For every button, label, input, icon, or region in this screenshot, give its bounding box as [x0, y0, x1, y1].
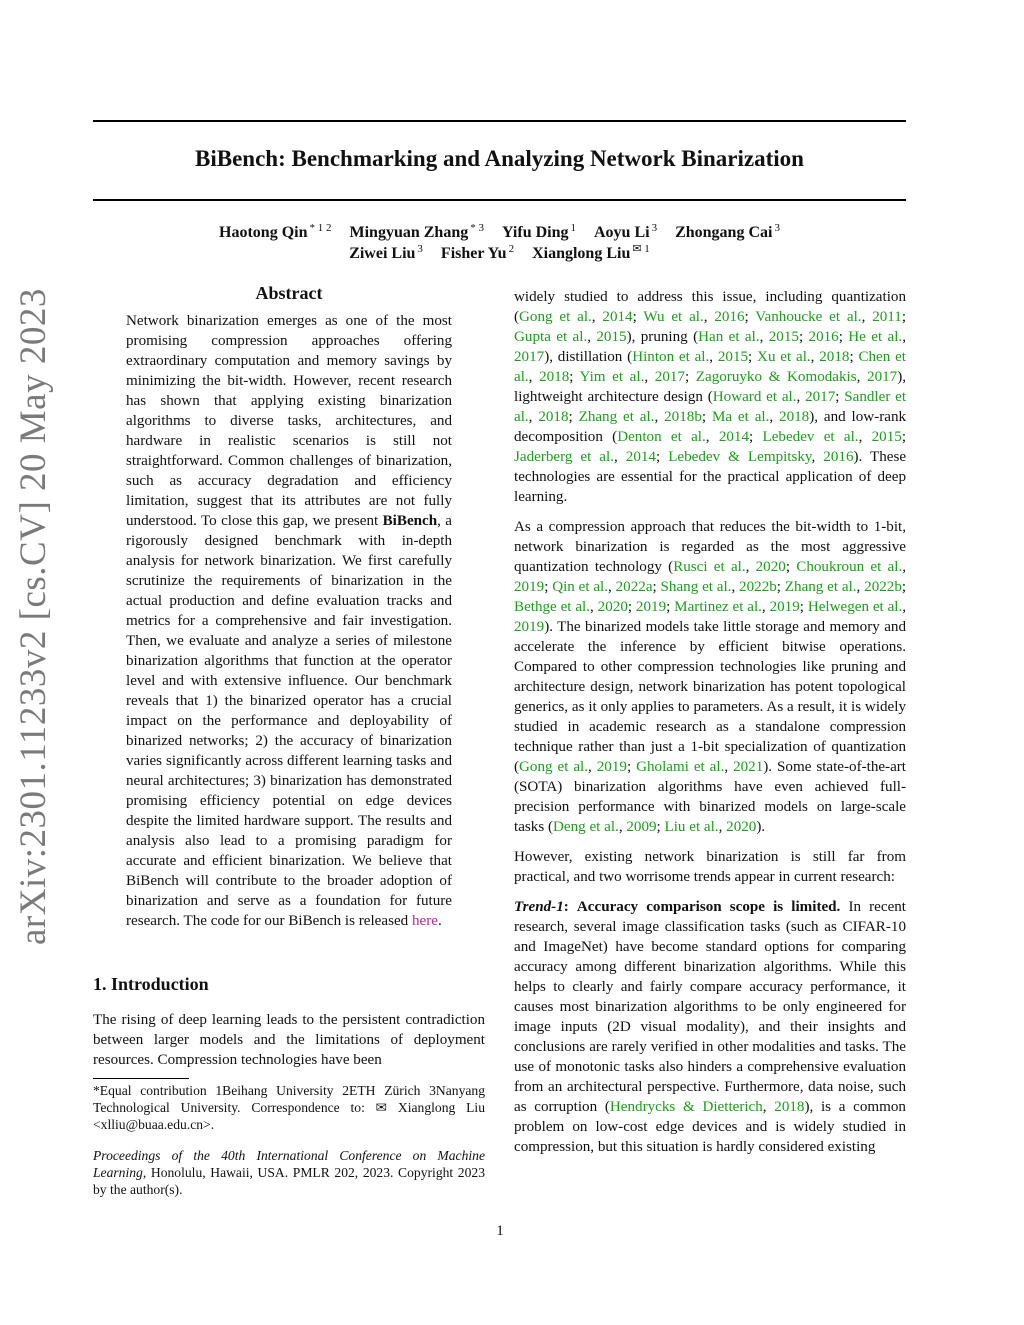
author: Zhongang Cai $^3$ [675, 222, 780, 242]
text-run: widely studied to address this issue, including quantization ( [514, 289, 906, 325]
citation-link[interactable]: 2022a [615, 579, 653, 595]
citation-link[interactable]: Gholami et al. [636, 759, 725, 775]
citation-link[interactable]: 2015 [596, 329, 627, 345]
citation-link[interactable]: 2017 [805, 389, 836, 405]
citation-link[interactable]: Chen et al. [514, 349, 906, 385]
citation-link[interactable]: 2016 [714, 309, 745, 325]
citation-link[interactable]: Qin et al. [552, 579, 609, 595]
trend-label: Trend-1 [514, 899, 564, 915]
citation-link[interactable]: 2016 [808, 329, 839, 345]
text-run: ; [838, 329, 849, 345]
code-release-link[interactable]: here [411, 913, 438, 929]
citation-link[interactable]: 2015 [717, 349, 749, 365]
text-run: ; [748, 349, 758, 365]
text-run: As a compression approach that reduces the bit-width to 1-bit, network binarization is regarded as the most aggressive quantization technology ( [514, 519, 906, 575]
text-run: ; [785, 559, 797, 575]
citation-link[interactable]: 2009 [626, 819, 657, 835]
text-run: ; [544, 579, 553, 595]
citation-link[interactable]: 2019 [635, 599, 667, 615]
text-run: , [587, 329, 597, 345]
citation-link[interactable]: 2018 [779, 409, 810, 425]
citation-link[interactable]: 2018 [539, 369, 570, 385]
text-run: , [703, 309, 715, 325]
author-list-line-2 [93, 242, 906, 263]
author-list-line-1 [93, 222, 906, 242]
text-run: ), and low-rank decomposition ( [514, 409, 907, 445]
citation-link[interactable]: He et al. [848, 329, 903, 345]
text-run: , [709, 349, 718, 365]
citation-link[interactable]: 2020 [755, 559, 786, 575]
text-run: ; [666, 599, 675, 615]
citation-link[interactable]: 2019 [514, 579, 545, 595]
text-run: , [618, 819, 627, 835]
paper-title: BiBench: Benchmarking and Analyzing Network Binarization [195, 146, 804, 171]
text-run: , [528, 369, 540, 385]
text-run: , [902, 329, 906, 345]
citation-link[interactable]: Denton et al. [617, 429, 706, 445]
citation-link[interactable]: Howard et al. [712, 389, 797, 405]
abstract-paragraph: Network binarization emerges as one of the most promising compression approaches offering extraordinary computation and memory savings by minimizing the bit-width. However, recent research has shown that applying existing binarization algorithms to diverse tasks, architectures, and hardware in realistic scenarios is still not straightforward. Common challenges of binarization, such as accuracy degradation and efficiency limitation, suggest that its attributes are not fully understood. To close this gap, we present BiBench, a rigorously designed benchmark with in-depth analysis for network binarization. We first carefully scrutinize the requirements of binarization in the actual production and define evaluation tracks and metrics for a comprehensive and fair investigation. Then, we evaluate and analyze a series of milestone binarization algorithms that function at the operator level and with extensive influence. Our benchmark reveals that 1) the binarized operator has a crucial impact on the performance and deployability of binarized networks; 2) the accuracy of binarization varies significantly across different learning tasks and neural architectures; 3) binarization has demonstrated promising efficiency potential on edge devices despite the limited hardware support. The results and analysis also lead to a promising paradigm for accurate and efficient binarization. We believe that BiBench will contribute to the broader adoption of binarization and serve as a foundation for future research. The code for our BiBench is released here. [126, 313, 453, 929]
citation-link[interactable]: Jaderberg et al. [514, 449, 614, 465]
text-run: , [731, 579, 740, 595]
text-run: ; [744, 309, 756, 325]
text-run: , [591, 309, 603, 325]
text-run: , [810, 349, 820, 365]
author: Fisher Yu $^2$ [440, 243, 515, 263]
text-run: ). These technologies are essential for the practical application of deep learning. [514, 449, 907, 505]
citation-link[interactable]: 2014 [602, 309, 633, 325]
introduction-paragraph: The rising of deep learning leads to the persistent contradiction between larger models and the limitations of deployment resources. Compression technologies have been [93, 1012, 485, 1068]
right-column [514, 287, 906, 1157]
text-run: ; [776, 579, 785, 595]
citation-link[interactable]: Rusci et al. [673, 559, 746, 575]
text-run: ; [626, 759, 637, 775]
citation-link[interactable]: Hinton et al. [632, 349, 710, 365]
author: Aoyu Li $^3$ [594, 222, 658, 242]
text-run: , [902, 599, 907, 615]
text-run: ; [656, 819, 665, 835]
abstract-heading: Abstract [255, 283, 323, 303]
text-run: , [724, 759, 734, 775]
author: Ziwei Liu $^3$ [349, 243, 423, 263]
text-run: , [858, 429, 872, 445]
citation-link[interactable]: Deng et al. [553, 819, 619, 835]
title-top-rule [93, 120, 906, 122]
citation-link[interactable]: 2018 [538, 409, 569, 425]
citation-link[interactable]: Liu et al. [664, 819, 719, 835]
citation-link[interactable]: 2017 [514, 349, 545, 365]
text-run: In recent research, several image classification tasks (such as CIFAR-10 and ImageNet) have become standard options for comparing accuracy among different binarization algorithms. While this helps to clearly and fairly compare accuracy performance, it causes most binarization algorithms to be only engineered for image inputs (2D visual modality), and their insights and conclusions are rarely verified in other modalities and tasks. The use of monotonic tasks also hinders a comprehensive evaluation from an architectural perspective. Furthermore, data noise, such as corruption ( [514, 899, 907, 1115]
citation-link[interactable]: Vanhoucke et al. [755, 309, 862, 325]
text-run: ; [749, 429, 763, 445]
citation-link[interactable]: 2018b [664, 409, 702, 425]
citation-link[interactable]: 2022b [739, 579, 777, 595]
citation-link[interactable]: 2014 [718, 429, 749, 445]
citation-link[interactable]: Helwegen et al. [807, 599, 903, 615]
text-run: ; [627, 599, 636, 615]
author: Mingyuan Zhang $^{* 3}$ [349, 222, 484, 242]
text-run: ), lightweight architecture design ( [514, 369, 907, 405]
text-run: ; [901, 429, 907, 445]
text-run: , [528, 409, 539, 425]
citation-link[interactable]: Sandler et al. [514, 389, 907, 425]
author: Haotong Qin $^{* 1 2}$ [219, 222, 332, 242]
text-run: , [811, 449, 824, 465]
page-number: 1 [496, 1223, 504, 1239]
citation-link[interactable]: Hendrycks & Dietterich [609, 1099, 763, 1115]
affiliations-footnote: *Equal contribution 1Beihang University 2ETH Zürich 3Nanyang Technological University. Correspondence to: ✉ Xianglong Liu <xlliu@buaa.edu.cn>. [93, 1083, 485, 1132]
text-run: ). The binarized models take little storage and memory and accelerate the inference by efficient bitwise operations. Compared to other compression technologies like pruning and architecture design, network binarization has potent topological generics, as it only applies to parameters. As a result, it is widely studied in academic research as a standalone compression technique rather than just a 1-bit specialization of quantization ( [514, 619, 906, 775]
author: Yifu Ding $^1$ [501, 222, 576, 242]
text-run: ; [849, 349, 859, 365]
citation-link[interactable]: 2020 [726, 819, 757, 835]
text-run: ; [652, 579, 661, 595]
citation-link[interactable]: Ma et al. [711, 409, 770, 425]
citation-link[interactable]: Xu et al. [757, 349, 811, 365]
citation-link[interactable]: Bethge et al. [514, 599, 591, 615]
citation-link[interactable]: 2017 [867, 369, 898, 385]
text-run: ). Some state-of-the-art (SOTA) binarization algorithms have even achieved full-precision performance with binarized models on large-scale tasks ( [514, 759, 907, 835]
citation-link[interactable]: 2015 [871, 429, 902, 445]
text-run: , [590, 599, 598, 615]
citation-link[interactable]: 2018 [774, 1099, 805, 1115]
text-run: , [608, 579, 616, 595]
arxiv-identifier-stamp: arXiv:2301.11233v2 [cs.CV] 20 May 2023 [13, 288, 54, 945]
citation-link[interactable]: 2021 [733, 759, 764, 775]
text-run: ; [684, 369, 696, 385]
abstract-body [126, 311, 452, 931]
text-run: , [745, 559, 756, 575]
right-paragraph-trends-intro: However, existing network binarization is still far from practical, and two worrisome trends appear in current research: [514, 849, 906, 885]
text-run: ; [798, 329, 809, 345]
citation-link[interactable]: Martinez et al. [674, 599, 762, 615]
text-run: , [588, 759, 597, 775]
text-run: , [856, 369, 868, 385]
right-paragraph-related-work [514, 287, 906, 507]
citation-link[interactable]: Han et al. [698, 329, 760, 345]
citation-link[interactable]: Choukroun et al. [796, 559, 903, 575]
bibench-name: BiBench [382, 513, 438, 529]
text-run: , [644, 369, 655, 385]
citation-link[interactable]: 2011 [872, 309, 902, 325]
text-run: , [759, 329, 769, 345]
text-run: ; [569, 369, 580, 385]
text-run: , [769, 409, 780, 425]
text-run: ; [901, 579, 907, 595]
text-run: , [718, 819, 727, 835]
text-run: ; [655, 449, 669, 465]
citation-link[interactable]: Zagoruyko & Komodakis [695, 369, 857, 385]
text-run: , [861, 309, 873, 325]
citation-link[interactable]: 2022b [864, 579, 902, 595]
trend-title: Accuracy comparison scope is limited. [576, 899, 841, 915]
introduction-heading: 1. Introduction [93, 974, 209, 994]
text-run: ; [799, 599, 808, 615]
citation-link[interactable]: 2018 [819, 349, 850, 365]
text-run: , [762, 1099, 775, 1115]
text-run: ), is a common problem on low-cost edge devices and is widely studied in compression, but this situation is hardly considered existing [514, 1099, 906, 1155]
citation-link[interactable]: Gong et al. [519, 309, 592, 325]
title-bottom-rule [93, 199, 906, 201]
text-run: ), distillation ( [544, 349, 633, 365]
text-run: ; [835, 389, 845, 405]
citation-link[interactable]: Gong et al. [519, 759, 589, 775]
citation-link[interactable]: Zhang et al. [578, 409, 655, 425]
citation-link[interactable]: Zhang et al. [784, 579, 857, 595]
text-run: , [654, 409, 665, 425]
right-paragraph-trend-1: Trend-1: Accuracy comparison scope is limited. In recent research, several image classification tasks (such as CIFAR-10 and ImageNet) have become standard options for comparing accuracy among different binarization algorithms. While this helps to clearly and fairly compare accuracy performance, it causes most binarization algorithms to be only engineered for image inputs (2D visual modality), and their insights and conclusions are rarely verified in other modalities and tasks. The use of monotonic tasks also hinders a comprehensive evaluation from an architectural perspective. Furthermore, data noise, such as corruption (Hendrycks & Dietterich, 2018), is a common problem on low-cost edge devices and is widely studied in compression, but this situation is hardly considered existing [514, 899, 907, 1155]
text-run: ). [756, 819, 766, 835]
text-run: ; [632, 309, 644, 325]
citation-link[interactable]: Lebedev & Lempitsky [668, 449, 812, 465]
footnote-rule [93, 1078, 189, 1079]
citation-link[interactable]: Yim et al. [579, 369, 645, 385]
text-run: ; [701, 409, 712, 425]
citation-link[interactable]: 2019 [769, 599, 800, 615]
text-run: , [856, 579, 865, 595]
text-run: , [902, 559, 906, 575]
author: Xianglong Liu $^{✉ 1}$ [532, 243, 650, 263]
citation-link[interactable]: 2016 [823, 449, 854, 465]
text-run: ; [901, 309, 907, 325]
citation-link[interactable]: Gupta et al. [514, 329, 588, 345]
footnotes [93, 1082, 485, 1198]
citation-link[interactable]: 2015 [768, 329, 799, 345]
text-run: , [796, 389, 806, 405]
text-run: , [613, 449, 626, 465]
citation-link[interactable]: 2014 [625, 449, 656, 465]
text-run: , [761, 599, 770, 615]
citation-link[interactable]: 2020 [597, 599, 628, 615]
citation-link[interactable]: Shang et al. [660, 579, 732, 595]
text-run: , [705, 429, 719, 445]
text-run: ), pruning ( [626, 329, 699, 345]
citation-link[interactable]: 2017 [654, 369, 685, 385]
proceedings-footnote: Proceedings of the 40th International Conference on Machine Learning, Honolulu, Hawaii, USA. PMLR 202, 2023. Copyright 2023 by the author(s). [93, 1148, 485, 1197]
right-paragraph-binarization [514, 517, 906, 837]
citation-link[interactable]: Lebedev et al. [762, 429, 859, 445]
citation-link[interactable]: 2019 [596, 759, 627, 775]
citation-link[interactable]: Wu et al. [643, 309, 704, 325]
citation-link[interactable]: 2019 [514, 619, 545, 635]
text-run: ; [568, 409, 579, 425]
